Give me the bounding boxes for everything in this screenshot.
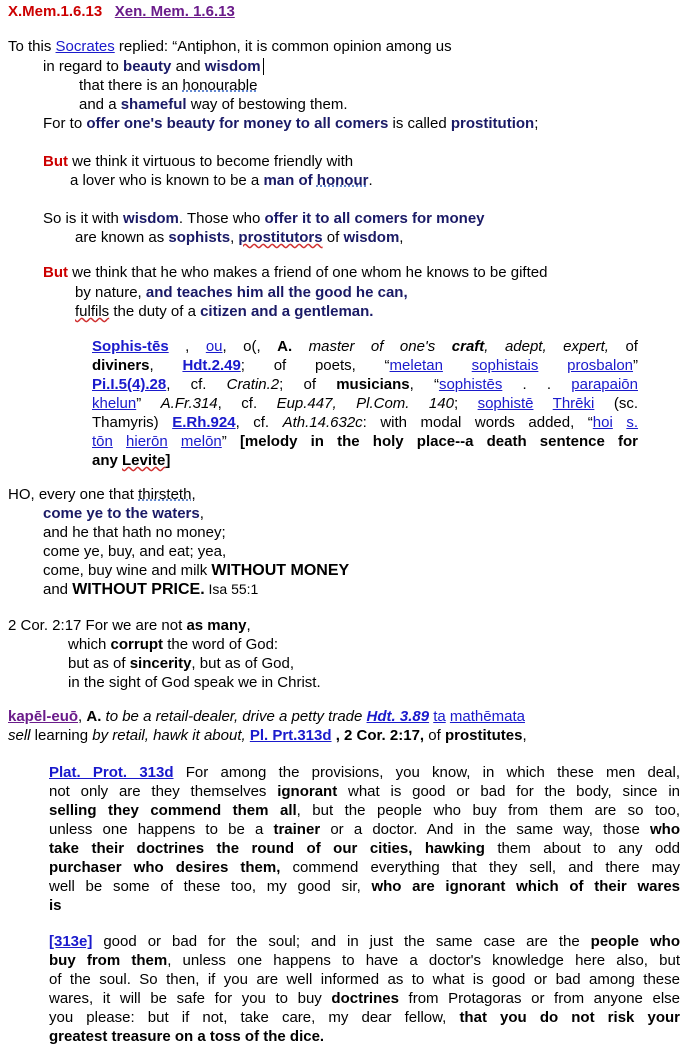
para4-line3: fulfils the duty of a citizen and a gentleman. <box>75 303 374 320</box>
cor-line3: but as of sincerity, but as of God, <box>68 655 294 672</box>
para1-line5: For to offer one's beauty for money to all comers is called prostitution; <box>43 115 539 132</box>
plato2-row1: [313e] good or bad for the soul; and in just the same case are the people who <box>49 933 680 950</box>
hdt-2-49-link[interactable]: Hdt.2.49 <box>182 357 241 374</box>
para3-line1: So is it with wisdom. Those who offer it to all comers for money <box>43 210 485 227</box>
isaiah-line6: and WITHOUT PRICE. Isa 55:1 <box>43 581 259 598</box>
plato1-row5: take their doctrines the round of our cities, hawking them about to any odd <box>49 840 680 857</box>
lex-row7: any Levite] <box>92 452 171 469</box>
plato1-row3: selling they commend them all, but the people who buy from them are so too, <box>49 802 680 819</box>
plato1-row7: well be some of these too, my good sir, who are ignorant which of their wares <box>49 878 681 895</box>
plato2-row2: buy from them, unless one happens to have a doctor's knowledge here also, but <box>49 952 680 969</box>
lex-row6: tōn hierōn melōn” [melody in the holy place--a death sentence for <box>92 433 638 450</box>
socrates-link[interactable]: Socrates <box>55 38 115 55</box>
lex-row4: khelun” A.Fr.314, cf. Eup.447, Pl.Com. 140; sophistē Thrēki (sc. <box>92 395 638 412</box>
para1-line2: in regard to beauty and wisdom <box>43 57 264 76</box>
para3-line2: are known as sophists, prostitutors of wisdom, <box>75 229 404 246</box>
para4-line2: by nature, and teaches him all the good he can, <box>75 284 408 301</box>
plato2-row5: you please: but if not, take care, my dear fellow, that you do not risk your <box>49 1009 680 1026</box>
para1-line3: that there is an honourable <box>79 77 258 94</box>
plato2-row6: greatest treasure on a toss of the dice. <box>49 1028 325 1045</box>
para1-line1: To this Socrates replied: “Antiphon, it is common opinion among us <box>8 38 452 55</box>
plato1-row4: unless one happens to be a trainer or a doctor. And in the same way, those who <box>49 821 680 838</box>
lex-row1: Sophis-tēs , ou, o(, A. master of one's craft, adept, expert, of <box>92 338 638 355</box>
plato2-row3: of the soul. So then, if you are well informed as to what is good or bad among these <box>49 971 680 988</box>
cor-line1: 2 Cor. 2:17 For we are not as many, <box>8 617 251 634</box>
plato-313d-block <box>49 763 680 915</box>
plato1-row8: is <box>49 897 62 914</box>
lex-row3: Pi.I.5(4).28, cf. Cratin.2; of musicians, “sophistēs . . parapaiōn <box>92 376 638 393</box>
isaiah-line1: HO, every one that thirsteth, <box>8 486 196 503</box>
kapel-line1: kapēl-euō, A. to be a retail-dealer, drive a petty trade Hdt. 3.89 ta mathēmata <box>8 708 525 725</box>
kapeleuo-headword[interactable]: kapēl-euō <box>8 708 79 725</box>
kapel-line2: sell learning by retail, hawk it about, Pl. Prt.313d , 2 Cor. 2:17, of prostitutes, <box>8 727 527 744</box>
para4-line1: But we think that he who makes a friend of one whom he knows to be gifted <box>43 264 548 281</box>
isaiah-line4: come ye, buy, and eat; yea, <box>43 543 227 560</box>
hdt-3-89-link[interactable]: Hdt. 3.89 <box>366 708 430 725</box>
pi-link[interactable]: Pi.I.5(4).28 <box>92 376 167 393</box>
header-refs <box>8 3 235 20</box>
plato-313e-block <box>49 932 680 1046</box>
plat-prot-313d-link[interactable]: Plat. Prot. 313d <box>49 764 174 781</box>
erh-link[interactable]: E.Rh.924 <box>172 414 236 431</box>
plato1-row6: purchaser who desires them, commend everything that they sell, and there may <box>49 859 680 876</box>
ref-xmem: X.Mem.1.6.13 <box>8 3 103 20</box>
isaiah-line2: come ye to the waters, <box>43 505 204 522</box>
plato1-row1: Plat. Prot. 313d For among the provisions, you know, in which these men deal, <box>49 764 680 781</box>
cor-line2: which corrupt the word of God: <box>68 636 279 653</box>
para2-line2: a lover who is known to be a man of honour. <box>70 172 373 189</box>
plato1-row2: not only are they themselves ignorant what is good or bad for the body, since in <box>49 783 680 800</box>
isaiah-line3: and he that hath no money; <box>43 524 226 541</box>
para2-line1: But we think it virtuous to become friendly with <box>43 153 354 170</box>
pl-prt-313d-link[interactable]: Pl. Prt.313d <box>249 727 332 744</box>
lex-row2: diviners, Hdt.2.49; of poets, “meletan sophistais prosbalon” <box>92 357 639 374</box>
lex-row5: Thamyris) E.Rh.924, cf. Ath.14.632c: with modal words added, “hoi s. <box>92 414 639 431</box>
ref-313e-link[interactable]: [313e] <box>49 933 93 950</box>
cor-line4: in the sight of God speak we in Christ. <box>68 674 321 691</box>
sophistes-headword[interactable]: Sophis-tēs <box>92 338 169 355</box>
lexicon-sophistes <box>92 337 638 470</box>
ref-xen-mem-link[interactable]: Xen. Mem. 1.6.13 <box>114 3 235 20</box>
para1-line4: and a shameful way of bestowing them. <box>79 96 348 113</box>
plato2-row4: wares, it will be safe for you to buy doctrines from Protagoras or from anyone else <box>49 990 681 1007</box>
isaiah-line5: come, buy wine and milk WITHOUT MONEY <box>43 562 350 579</box>
